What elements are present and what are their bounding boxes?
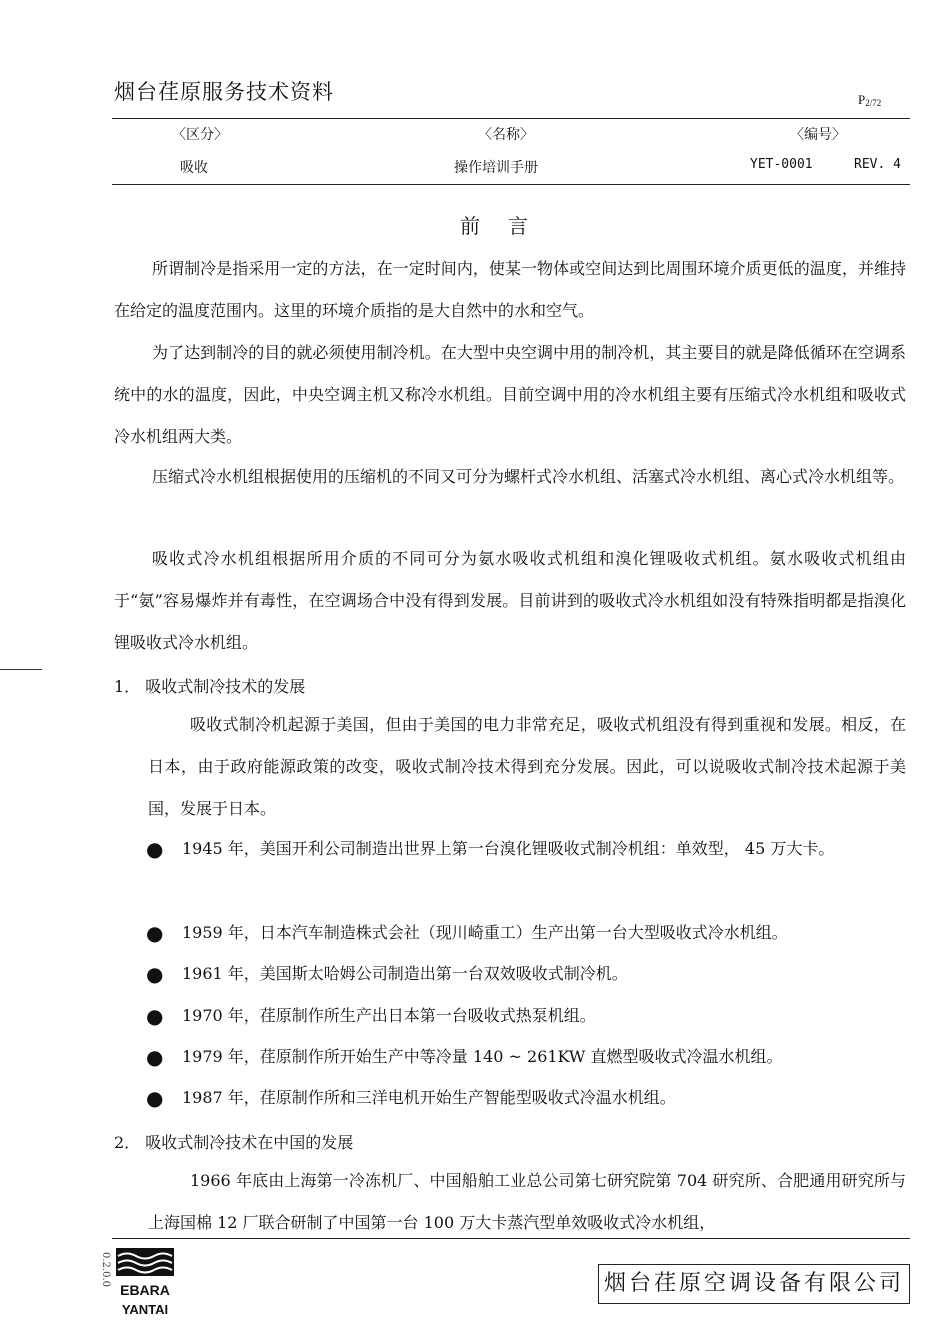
document-header-title: 烟台荏原服务技术资料 [114, 80, 334, 104]
document-number-value: YET-0001 [750, 157, 813, 172]
name-value: 操作培训手册 [454, 160, 538, 176]
list-item [146, 953, 906, 995]
list-item-text: 1945 年，美国开利公司制造出世界上第一台溴化锂吸收式制冷机组：单效型， 45 万大卡。 [182, 839, 835, 858]
section-heading: 2． 吸收式制冷技术在中国的发展 [114, 1133, 354, 1152]
list-item-text: 1987 年，荏原制作所和三洋电机开始生产智能型吸收式冷温水机组。 [182, 1088, 676, 1107]
intro-paragraph: 所谓制冷是指采用一定的方法，在一定时间内，使某一物体或空间达到比周围环境介质更低的温度，并维持在给定的温度范围内。这里的环境介质指的是大自然中的水和空气。 [114, 259, 906, 320]
list-item [146, 828, 906, 870]
margin-tick-mark [0, 669, 42, 670]
bullet-icon: ● [146, 837, 164, 861]
page-number-main: P [858, 92, 866, 107]
intro-paragraph: 吸收式冷水机组根据所用介质的不同可分为氨水吸收式机组和溴化锂吸收式机组。氨水吸收式机组由于“氨”容易爆炸并有毒性，在空调场合中没有得到发展。目前讲到的吸收式冷水机组如没有特殊指明都是指溴化锂吸收式冷水机组。 [114, 549, 906, 652]
footer-rule [112, 1238, 910, 1239]
intro-paragraph: 为了达到制冷的目的就必须使用制冷机。在大型中央空调中用的制冷机，其主要目的就是降低循环在空调系统中的水的温度，因此，中央空调主机又称冷水机组。目前空调中用的冷水机组主要有压缩式冷水机组和吸收式冷水机组两大类。 [114, 343, 906, 446]
company-name-box: 烟台荏原空调设备有限公司 [598, 1264, 910, 1304]
list-item-text: 1961 年，美国斯太哈姆公司制造出第一台双效吸收式制冷机。 [182, 964, 628, 983]
intro-paragraph: 压缩式冷水机组根据使用的压缩机的不同又可分为螺杆式冷水机组、活塞式冷水机组、离心式冷水机组等。 [152, 467, 905, 486]
svg-text:YANTAI: YANTAI [121, 1302, 169, 1317]
page-number [858, 92, 881, 108]
list-item [146, 912, 906, 954]
category-value: 吸收 [180, 160, 208, 176]
number-label: 〈编号〉 [790, 127, 846, 143]
revision-value: REV. 4 [854, 157, 901, 172]
list-item-text: 1979 年，荏原制作所开始生产中等冷量 140 ~ 261KW 直燃型吸收式冷温水机组。 [182, 1047, 783, 1066]
section-heading: 1． 吸收式制冷技术的发展 [114, 677, 306, 696]
list-item-text: 1970 年，荏原制作所生产出日本第一台吸收式热泵机组。 [182, 1006, 596, 1025]
section-paragraph: 1966 年底由上海第一冷冻机厂、中国船舶工业总公司第七研究院第 704 研究所、合肥通用研究所与上海国棉 12 厂联合研制了中国第一台 100 万大卡蒸汽型单效吸收式冷水机组， [148, 1171, 906, 1232]
list-item [146, 995, 906, 1037]
list-item [146, 1077, 906, 1119]
header-top-rule [112, 118, 910, 119]
bullet-icon: ● [146, 962, 164, 986]
svg-text:EBARA: EBARA [120, 1282, 170, 1298]
category-label: 〈区分〉 [172, 127, 228, 143]
bullet-icon: ● [146, 1004, 164, 1028]
bullet-icon: ● [146, 1045, 164, 1069]
name-label: 〈名称〉 [478, 127, 534, 143]
filing-stamp: 0.2.0.0 [100, 1252, 111, 1287]
bullet-icon: ● [146, 1086, 164, 1110]
list-item [146, 1036, 906, 1078]
ebara-yantai-logo [112, 1244, 178, 1324]
header-bottom-rule [112, 184, 910, 185]
bullet-icon: ● [146, 921, 164, 945]
list-item-text: 1959 年，日本汽车制造株式会社（现川崎重工）生产出第一台大型吸收式冷水机组。 [182, 923, 788, 942]
page-number-sub: 2/72 [865, 98, 882, 108]
section-title: 前言 [460, 214, 556, 238]
section-paragraph: 吸收式制冷机起源于美国，但由于美国的电力非常充足，吸收式机组没有得到重视和发展。相反，在日本，由于政府能源政策的改变，吸收式制冷技术得到充分发展。因此，可以说吸收式制冷技术起源于美国，发展于日本。 [148, 715, 906, 818]
